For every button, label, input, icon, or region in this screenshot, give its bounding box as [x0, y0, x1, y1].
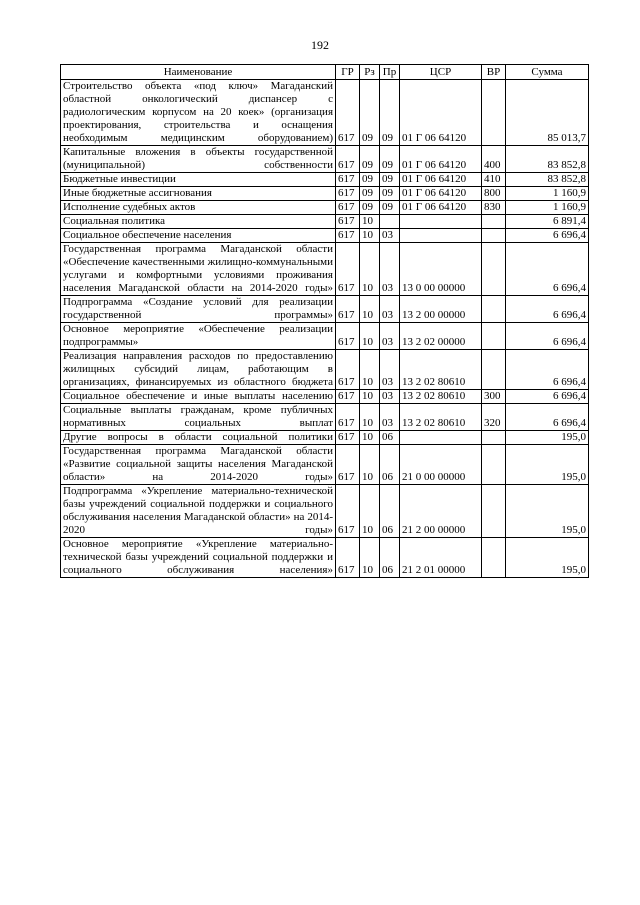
- table-row: [61, 296, 589, 323]
- row-name: Государственная программа Магаданской области «Развитие социальной защиты населения Магаданской области» на 2014-2020 годы»: [61, 445, 336, 485]
- table-row: [61, 187, 589, 201]
- row-name: Социальные выплаты гражданам, кроме публичных нормативных социальных выплат: [61, 404, 336, 431]
- row-vr: 830: [482, 201, 506, 215]
- row-name: Бюджетные инвестиции: [61, 173, 336, 187]
- row-csr: [400, 431, 482, 445]
- row-gr: 617: [336, 187, 360, 201]
- row-gr: 617: [336, 80, 360, 146]
- row-name: Подпрограмма «Укрепление материально-технической базы учреждений социальной поддержки и социального обслуживания населения Магаданской области» на 2014-2020 годы»: [61, 485, 336, 538]
- row-name: Другие вопросы в области социальной политики: [61, 431, 336, 445]
- row-gr: 617: [336, 243, 360, 296]
- row-pr: 09: [380, 187, 400, 201]
- table-row: [61, 173, 589, 187]
- row-name: Строительство объекта «под ключ» Магаданский областной онкологический диспансер с радиологическим корпусом на 20 коек» (организация проектирования, строительства и оснащения необходимым медицинским оборудованием): [61, 80, 336, 146]
- row-rz: 10: [360, 445, 380, 485]
- row-csr: 01 Г 06 64120: [400, 187, 482, 201]
- row-vr: 320: [482, 404, 506, 431]
- row-csr: 01 Г 06 64120: [400, 146, 482, 173]
- row-pr: 03: [380, 404, 400, 431]
- row-vr: [482, 296, 506, 323]
- col-header-rz: Рз: [360, 65, 380, 80]
- row-rz: 09: [360, 201, 380, 215]
- row-pr: 06: [380, 431, 400, 445]
- row-sum: 83 852,8: [506, 173, 589, 187]
- table-row: [61, 404, 589, 431]
- table-row: [61, 201, 589, 215]
- table-row: [61, 538, 589, 578]
- row-pr: [380, 215, 400, 229]
- row-csr: 01 Г 06 64120: [400, 80, 482, 146]
- table-row: [61, 80, 589, 146]
- row-sum: 85 013,7: [506, 80, 589, 146]
- row-sum: 6 891,4: [506, 215, 589, 229]
- col-header-csr: ЦСР: [400, 65, 482, 80]
- table-header: [61, 65, 589, 80]
- col-header-name: Наименование: [61, 65, 336, 80]
- row-vr: [482, 80, 506, 146]
- row-name: Основное мероприятие «Обеспечение реализации подпрограммы»: [61, 323, 336, 350]
- row-name: Реализация направления расходов по предоставлению жилищных субсидий лицам, работающим в организациях, финансируемых из областного бюджета: [61, 350, 336, 390]
- row-rz: 10: [360, 485, 380, 538]
- row-vr: [482, 229, 506, 243]
- row-vr: [482, 350, 506, 390]
- row-sum: 1 160,9: [506, 187, 589, 201]
- row-csr: 13 0 00 00000: [400, 243, 482, 296]
- row-vr: 400: [482, 146, 506, 173]
- row-csr: 01 Г 06 64120: [400, 201, 482, 215]
- row-csr: [400, 215, 482, 229]
- row-vr: [482, 323, 506, 350]
- row-pr: 03: [380, 296, 400, 323]
- table-row: [61, 390, 589, 404]
- row-gr: 617: [336, 323, 360, 350]
- row-gr: 617: [336, 404, 360, 431]
- col-header-pr: Пр: [380, 65, 400, 80]
- row-name: Социальная политика: [61, 215, 336, 229]
- table-row: [61, 146, 589, 173]
- row-pr: 09: [380, 146, 400, 173]
- row-pr: 03: [380, 323, 400, 350]
- row-sum: 83 852,8: [506, 146, 589, 173]
- row-gr: 617: [336, 485, 360, 538]
- row-gr: 617: [336, 296, 360, 323]
- row-rz: 10: [360, 323, 380, 350]
- row-sum: 195,0: [506, 431, 589, 445]
- row-pr: 09: [380, 80, 400, 146]
- row-sum: 195,0: [506, 538, 589, 578]
- row-csr: 13 2 02 80610: [400, 404, 482, 431]
- row-rz: 09: [360, 80, 380, 146]
- table-row: [61, 350, 589, 390]
- row-rz: 10: [360, 538, 380, 578]
- col-header-vr: ВР: [482, 65, 506, 80]
- row-rz: 09: [360, 187, 380, 201]
- row-rz: 10: [360, 229, 380, 243]
- row-rz: 10: [360, 404, 380, 431]
- table-body: [61, 80, 589, 578]
- row-rz: 10: [360, 431, 380, 445]
- row-gr: 617: [336, 350, 360, 390]
- row-pr: 03: [380, 350, 400, 390]
- row-csr: 13 2 02 00000: [400, 323, 482, 350]
- row-pr: 06: [380, 538, 400, 578]
- row-gr: 617: [336, 173, 360, 187]
- row-rz: 10: [360, 215, 380, 229]
- row-vr: 300: [482, 390, 506, 404]
- row-rz: 10: [360, 296, 380, 323]
- budget-table: [60, 64, 589, 578]
- row-csr: 21 2 00 00000: [400, 485, 482, 538]
- row-vr: [482, 538, 506, 578]
- row-rz: 10: [360, 243, 380, 296]
- row-sum: 6 696,4: [506, 296, 589, 323]
- row-csr: 13 2 02 80610: [400, 390, 482, 404]
- row-gr: 617: [336, 146, 360, 173]
- row-sum: 1 160,9: [506, 201, 589, 215]
- table-row: [61, 445, 589, 485]
- row-sum: 6 696,4: [506, 243, 589, 296]
- header-row: [61, 65, 589, 80]
- row-csr: 13 2 00 00000: [400, 296, 482, 323]
- row-pr: 03: [380, 390, 400, 404]
- row-sum: 195,0: [506, 445, 589, 485]
- row-sum: 6 696,4: [506, 390, 589, 404]
- page-number: 192: [311, 38, 329, 52]
- row-sum: 6 696,4: [506, 229, 589, 243]
- row-pr: 06: [380, 445, 400, 485]
- row-pr: 09: [380, 201, 400, 215]
- row-rz: 09: [360, 146, 380, 173]
- row-vr: 410: [482, 173, 506, 187]
- row-name: Государственная программа Магаданской области «Обеспечение качественными жилищно-коммунальными услугами и комфортными условиями проживания населения Магаданской области на 2014-2020 годы»: [61, 243, 336, 296]
- row-name: Социальное обеспечение и иные выплаты населению: [61, 390, 336, 404]
- row-pr: 09: [380, 173, 400, 187]
- row-csr: [400, 229, 482, 243]
- row-csr: 21 0 00 00000: [400, 445, 482, 485]
- table-row: [61, 323, 589, 350]
- table-row: [61, 431, 589, 445]
- row-vr: [482, 215, 506, 229]
- row-gr: 617: [336, 431, 360, 445]
- col-header-sum: Сумма: [506, 65, 589, 80]
- table-row: [61, 229, 589, 243]
- table-row: [61, 485, 589, 538]
- row-sum: 195,0: [506, 485, 589, 538]
- row-vr: 800: [482, 187, 506, 201]
- row-sum: 6 696,4: [506, 323, 589, 350]
- row-csr: 13 2 02 80610: [400, 350, 482, 390]
- col-header-gr: ГР: [336, 65, 360, 80]
- row-sum: 6 696,4: [506, 404, 589, 431]
- row-name: Иные бюджетные ассигнования: [61, 187, 336, 201]
- row-rz: 09: [360, 173, 380, 187]
- row-gr: 617: [336, 390, 360, 404]
- row-vr: [482, 243, 506, 296]
- row-gr: 617: [336, 215, 360, 229]
- row-sum: 6 696,4: [506, 350, 589, 390]
- row-name: Подпрограмма «Создание условий для реализации государственной программы»: [61, 296, 336, 323]
- table-row: [61, 215, 589, 229]
- row-name: Основное мероприятие «Укрепление материально-технической базы учреждений социальной поддержки и социального обслуживания населения»: [61, 538, 336, 578]
- row-vr: [482, 485, 506, 538]
- row-csr: 21 2 01 00000: [400, 538, 482, 578]
- row-gr: 617: [336, 201, 360, 215]
- table-row: [61, 243, 589, 296]
- row-rz: 10: [360, 390, 380, 404]
- row-name: Социальное обеспечение населения: [61, 229, 336, 243]
- row-pr: 03: [380, 243, 400, 296]
- row-gr: 617: [336, 229, 360, 243]
- row-vr: [482, 431, 506, 445]
- row-pr: 03: [380, 229, 400, 243]
- row-gr: 617: [336, 538, 360, 578]
- row-csr: 01 Г 06 64120: [400, 173, 482, 187]
- row-vr: [482, 445, 506, 485]
- row-gr: 617: [336, 445, 360, 485]
- row-name: Капитальные вложения в объекты государственной (муниципальной) собственности: [61, 146, 336, 173]
- row-rz: 10: [360, 350, 380, 390]
- row-pr: 06: [380, 485, 400, 538]
- row-name: Исполнение судебных актов: [61, 201, 336, 215]
